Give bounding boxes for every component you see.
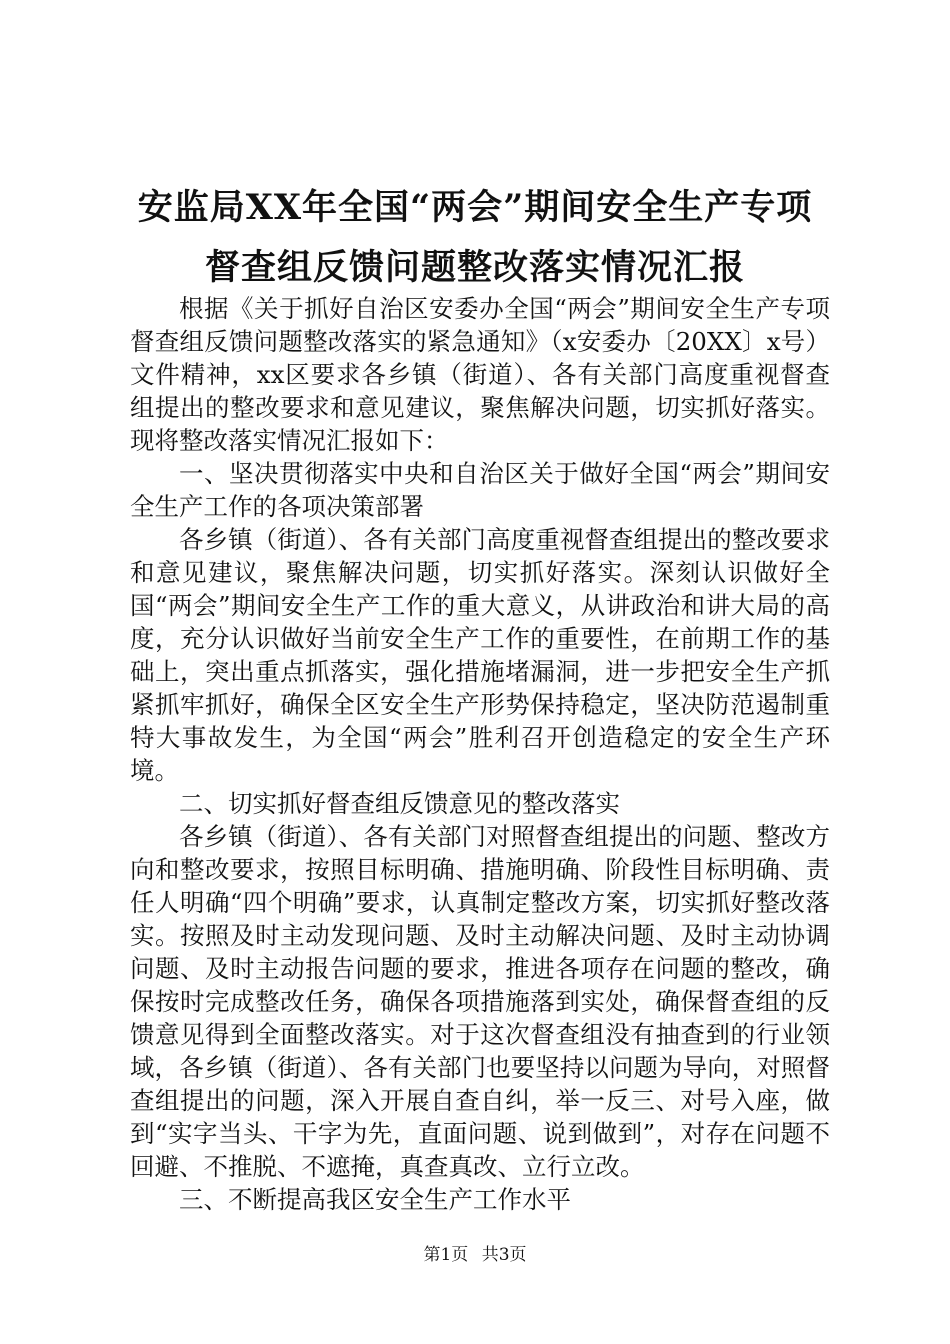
section-paragraph-2: 各乡镇（街道）、各有关部门对照督查组提出的问题、整改方向和整改要求，按照目标明确、措施明确、阶段性目标明确、责任人明确“四个明确”要求，认真制定整改方案，切实抓好整改落实。按照及时主动发现问题、及时主动解决问题、及时主动协调问题、及时主动报告问题的要求，推进各项存在问题的整改，确保按时完成整改任务，确保各项措施落到实处，确保督查组的反馈意见得到全面整改落实。对于这次督查组没有抽查到的行业领域，各乡镇（街道）、各有关部门也要坚持以问题为导向，对照督查组提出的问题，深入开展自查自纠，举一反三、对号入座，做到“实字当头、干字为先，直面问题、说到做到”，对存在问题不回避、不推脱、不遮掩，真查真改、立行立改。 bbox=[130, 822, 830, 1181]
page-footer bbox=[0, 1244, 950, 1266]
page-number: 第1页 bbox=[423, 1245, 469, 1265]
document-title-line-2: 督查组反馈问题整改落实情况汇报 bbox=[204, 247, 745, 288]
intro-paragraph: 根据《关于抓好自治区安委办全国“两会”期间安全生产专项督查组反馈问题整改落实的紧急通知》（x安委办〔20XX〕x号）文件精神，xx区要求各乡镇（街道）、各有关部门高度重视督查组提出的整改要求和意见建议，聚焦解决问题，切实抓好落实。现将整改落实情况汇报如下： bbox=[130, 294, 830, 455]
section-heading-2: 二、切实抓好督查组反馈意见的整改落实 bbox=[179, 789, 620, 818]
section-heading-1: 一、坚决贯彻落实中央和自治区关于做好全国“两会”期间安全生产工作的各项决策部署 bbox=[130, 459, 830, 521]
document-title-line-1: 安监局XX年全国“两会”期间安全生产专项 bbox=[137, 187, 813, 228]
section-paragraph-1: 各乡镇（街道）、各有关部门高度重视督查组提出的整改要求和意见建议，聚焦解决问题，切实抓好落实。深刻认识做好全国“两会”期间安全生产工作的重大意义，从讲政治和讲大局的高度，充分认识做好当前安全生产工作的重要性，在前期工作的基础上，突出重点抓落实，强化措施堵漏洞，进一步把安全生产抓紧抓牢抓好，确保全区安全生产形势保持稳定，坚决防范遏制重特大事故发生，为全国“两会”胜利召开创造稳定的安全生产环境。 bbox=[130, 525, 830, 785]
page-total: 共3页 bbox=[481, 1245, 527, 1265]
section-heading-3: 三、不断提高我区安全生产工作水平 bbox=[179, 1185, 571, 1214]
document-body bbox=[130, 292, 830, 1216]
